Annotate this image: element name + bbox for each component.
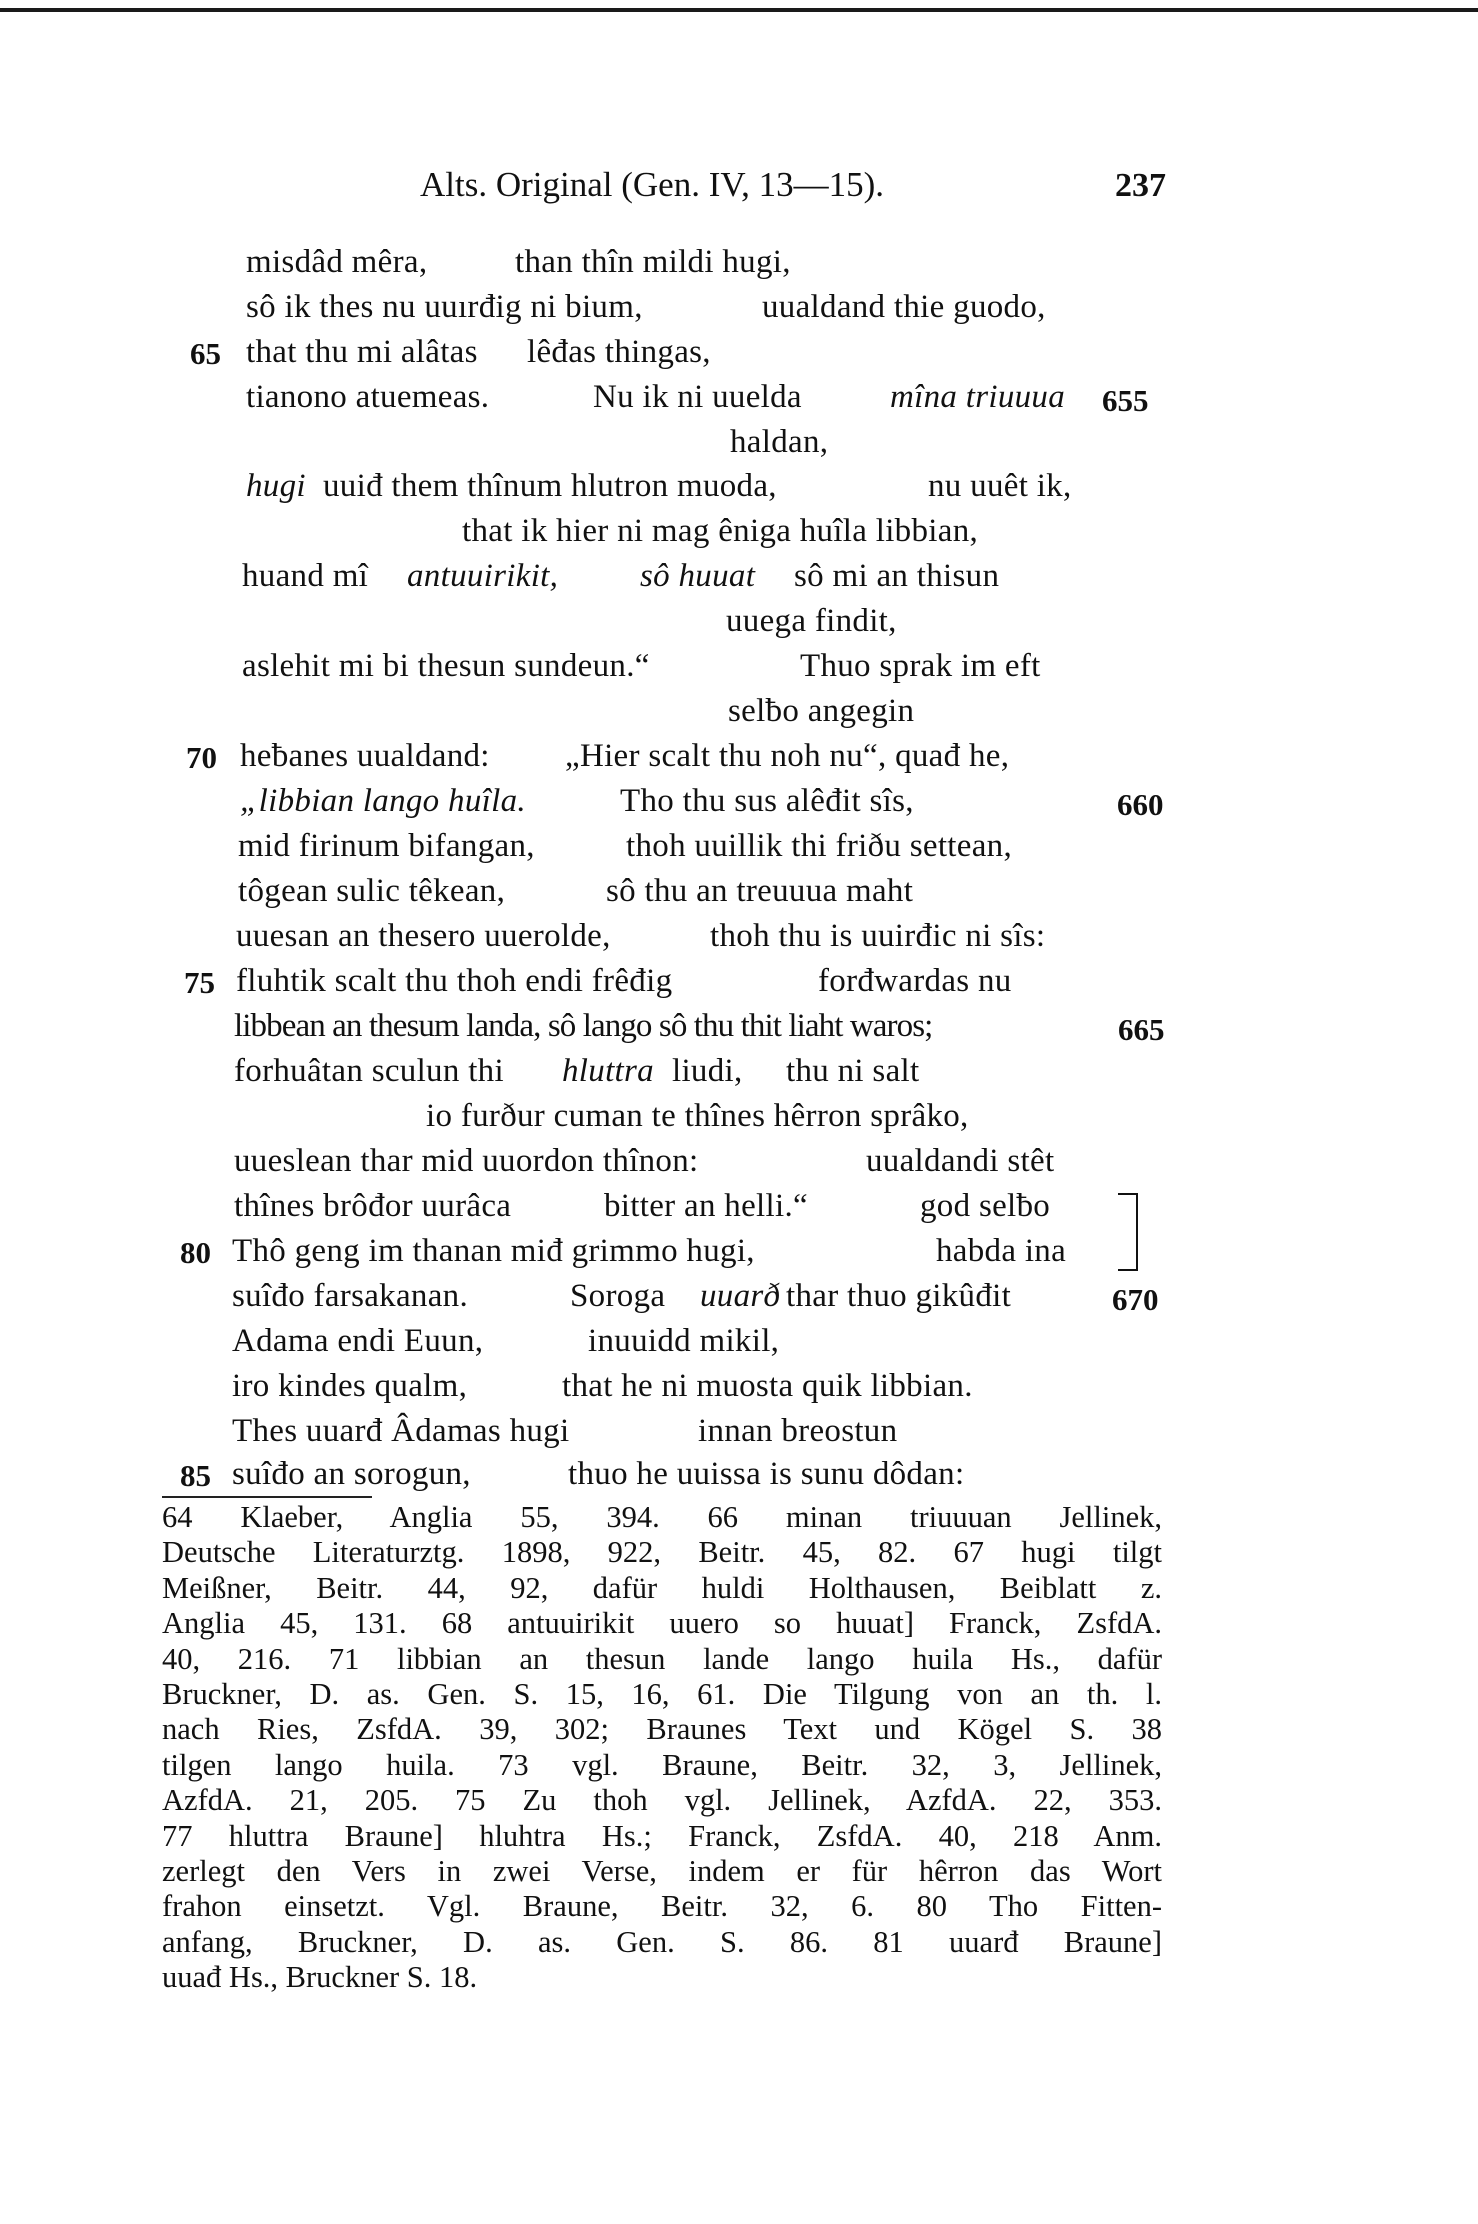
verse-segment: Tho thu sus alêđit sîs, [620, 783, 914, 819]
verse-segment: tianono atuemeas. [246, 379, 490, 415]
verse-line [0, 738, 1478, 780]
verse-segment: bitter an helli.“ [604, 1188, 808, 1224]
verse-line [0, 1368, 1478, 1410]
footnote-line: 77 hluttra Braune] hluhtra Hs.; Franck, ZsfdA. 40, 218 Anm. [162, 1818, 1162, 1853]
verse-segment: libbean an thesum landa, sô lango sô thu thit liaht waros; [234, 1008, 933, 1044]
verse-segment: selƀo angegin [728, 693, 915, 729]
footnote-line: Deutsche Literaturztg. 1898, 922, Beitr. 45, 82. 67 hugi tilgt [162, 1535, 1162, 1570]
verse-segment: io furður cuman te thînes hêrron sprâko, [426, 1098, 969, 1134]
verse-segment: god selƀo [920, 1188, 1051, 1224]
bracket-top [1118, 1193, 1138, 1195]
verse-segment: uualdand thie guodo, [762, 289, 1046, 325]
verse-segment: huand mî [242, 558, 369, 594]
verse-line-number: 65 [190, 336, 221, 371]
verse-line [0, 379, 1478, 421]
verse-segment: inuuidd mikil, [588, 1323, 780, 1359]
verse-line [0, 1323, 1478, 1365]
verse-segment: hugi [246, 468, 306, 504]
verse-segment: uueslean thar mid uuordon thînon: [234, 1143, 699, 1179]
verse-segment: uualdandi stêt [866, 1143, 1055, 1179]
verse-line [0, 1008, 1478, 1050]
verse-line [0, 1143, 1478, 1185]
footnote-rule [162, 1496, 372, 1498]
verse-line [0, 963, 1478, 1005]
verse-segment: uuarð [700, 1278, 781, 1314]
verse-line [0, 783, 1478, 825]
bracket-bottom [1118, 1269, 1138, 1271]
margin-line-number: 660 [1117, 787, 1164, 822]
verse-segment: suîđo farsakanan. [232, 1278, 469, 1314]
verse-segment: thu ni salt [786, 1053, 920, 1089]
verse-segment: that thu mi alâtas [246, 334, 478, 370]
verse-segment: that ik hier ni mag êniga huîla libbian, [462, 513, 979, 549]
verse-segment: sô ik thes nu uuırđig ni bium, [246, 289, 643, 325]
verse-segment: Thô geng im thanan miđ grimmo hugi, [232, 1233, 755, 1269]
verse-segment: than thîn mildi hugi, [515, 244, 791, 280]
verse-segment: antuuirikit, [407, 558, 559, 594]
verse-segment: mîna triuuua [890, 379, 1066, 415]
verse-line [0, 244, 1478, 286]
verse-line [0, 648, 1478, 690]
verse-segment: habda ina [936, 1233, 1067, 1269]
verse-segment: heƀanes uualdand: [240, 738, 490, 774]
footnotes [162, 1500, 1162, 1996]
verse-segment: „Hier scalt thu noh nu“, quađ he, [565, 738, 1010, 774]
footnote-line: anfang, Bruckner, D. as. Gen. S. 86. 81 uuarđ Braune] [162, 1924, 1162, 1959]
verse-line [0, 1188, 1478, 1230]
verse-segment: sô thu an treuuua maht [606, 873, 914, 909]
margin-line-number: 655 [1102, 383, 1149, 418]
margin-line-number: 665 [1118, 1012, 1165, 1047]
verse-segment: „libbian lango huîla. [240, 783, 526, 819]
verse-segment: Soroga [570, 1278, 666, 1314]
footnote-line: AzfdA. 21, 205. 75 Zu thoh vgl. Jellinek, AzfdA. 22, 353. [162, 1783, 1162, 1818]
verse-segment: uuiđ them thînum hlutron muoda, [323, 468, 777, 504]
verse-line [0, 918, 1478, 960]
verse-segment: mid firinum bifangan, [238, 828, 535, 864]
verse-line [0, 1278, 1478, 1320]
verse-line [0, 1053, 1478, 1095]
verse-segment: thar thuo gikûđit [786, 1278, 1012, 1314]
verse-segment: iro kindes qualm, [232, 1368, 468, 1404]
verse-line [0, 828, 1478, 870]
verse-segment: thoh uuillik thi friðu settean, [626, 828, 1012, 864]
verse-segment: Thes uuarđ Âdamas hugi [232, 1413, 570, 1449]
verse-segment: misdâd mêra, [246, 244, 428, 280]
verse-line-number: 80 [180, 1235, 211, 1270]
footnote-line: tilgen lango huila. 73 vgl. Braune, Beitr. 32, 3, Jellinek, [162, 1747, 1162, 1782]
verse-segment: uuega findit, [726, 603, 897, 639]
verse-line [0, 1413, 1478, 1455]
verse-segment: sô huuat [640, 558, 756, 594]
verse-segment: hluttra [562, 1053, 654, 1089]
footnote-line: Anglia 45, 131. 68 antuuirikit uuero so huuat] Franck, ZsfdA. [162, 1606, 1162, 1641]
footnote-line: 40, 216. 71 libbian an thesun lande lango huila Hs., dafür [162, 1641, 1162, 1676]
footnote-line: Meißner, Beitr. 44, 92, dafür huldi Holthausen, Beiblatt z. [162, 1570, 1162, 1605]
verse-line [0, 558, 1478, 600]
verse-line [0, 334, 1478, 376]
verse-segment: aslehit mi bi thesun sundeun.“ [242, 648, 650, 684]
line-bracket [1118, 1193, 1140, 1271]
verse-segment: Adama endi Euun, [232, 1323, 484, 1359]
verse-segment: that he ni muosta quik libbian. [562, 1368, 973, 1404]
verse-line [0, 289, 1478, 331]
page-number: 237 [1115, 167, 1166, 204]
verse-segment: nu uuêt ik, [928, 468, 1072, 504]
footnote-line: uuađ Hs., Bruckner S. 18. [162, 1960, 478, 1995]
verse-line [0, 424, 1478, 466]
verse-segment: forđwardas nu [818, 963, 1012, 999]
verse-segment: thînes brôđor uurâca [234, 1188, 512, 1224]
verse-line [0, 1098, 1478, 1140]
verse-line [0, 873, 1478, 915]
footnote-line: zerlegt den Vers in zwei Verse, indem er für hêrron das Wort [162, 1854, 1162, 1889]
verse-segment: lêđas thingas, [527, 334, 711, 370]
verse-segment: uuesan an thesero uuerolde, [236, 918, 611, 954]
footnote-line: nach Ries, ZsfdA. 39, 302; Braunes Text und Kögel S. 38 [162, 1712, 1162, 1747]
verse-line-number: 75 [184, 965, 215, 1000]
verse-line-number: 70 [186, 740, 217, 775]
verse-segment: sô mi an thisun [794, 558, 1000, 594]
verse-segment: suîđo an sorogun, [232, 1456, 471, 1492]
verse-line [0, 1233, 1478, 1275]
verse-segment: thuo he uuissa is sunu dôdan: [568, 1456, 965, 1492]
verse-segment: tôgean sulic têkean, [238, 873, 506, 909]
verse-line [0, 468, 1478, 510]
footnote-line: 64 Klaeber, Anglia 55, 394. 66 minan triuuuan Jellinek, [162, 1500, 1162, 1534]
verse-line-number: 85 [180, 1458, 211, 1493]
bracket-side [1136, 1193, 1138, 1271]
footnote-line: frahon einsetzt. Vgl. Braune, Beitr. 32, 6. 80 Tho Fitten- [162, 1889, 1162, 1924]
running-header: Alts. Original (Gen. IV, 13—15). [420, 165, 885, 204]
verse-line [0, 693, 1478, 735]
margin-line-number: 670 [1112, 1282, 1159, 1317]
verse-segment: Thuo sprak im eft [800, 648, 1041, 684]
verse-segment: fluhtik scalt thu thoh endi frêđig [236, 963, 673, 999]
verse-line [0, 1456, 1478, 1498]
verse-line [0, 513, 1478, 555]
verse-line [0, 603, 1478, 645]
verse-segment: thoh thu is uuirđic ni sîs: [710, 918, 1046, 954]
verse-segment: forhuâtan sculun thi [234, 1053, 504, 1089]
verse-segment: Nu ik ni uuelda [593, 379, 802, 415]
footnote-line: Bruckner, D. as. Gen. S. 15, 16, 61. Die Tilgung von an th. l. [162, 1677, 1162, 1712]
verse-segment: innan breostun [698, 1413, 898, 1449]
verse-segment: liudi, [672, 1053, 743, 1089]
verse-segment: haldan, [730, 424, 829, 460]
